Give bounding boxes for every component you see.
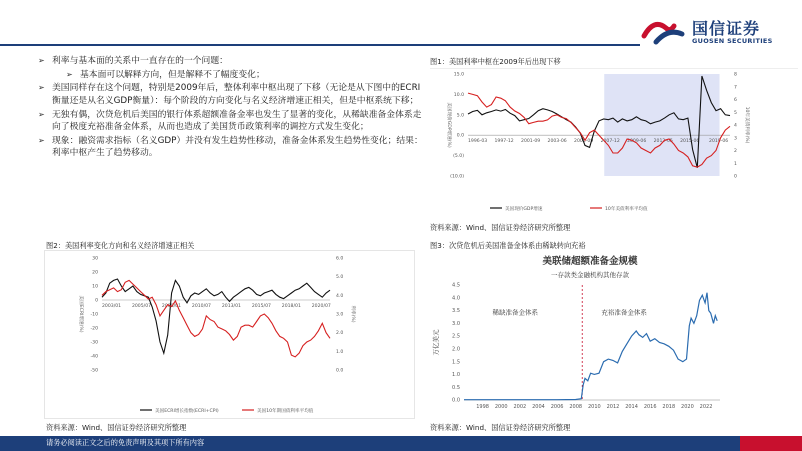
y-left-tick: -40: [90, 354, 98, 360]
y-right-tick: 7: [734, 85, 737, 91]
x-tick: 2005/07: [131, 304, 152, 309]
figure2-chart: [44, 250, 416, 420]
legend-label-ecri: 美国ECRI增长指数(ECRI+CPI): [155, 409, 219, 414]
y-right-tick: 5.0: [336, 275, 344, 281]
x-tick: 2012-05: [653, 139, 673, 145]
bullet-text: 现象：融资需求指标（名义GDP）并没有发生趋势性移动，准备金体系发生趋势性变化；结果：利率中枢产生了趋势移动。: [52, 135, 423, 159]
x-tick: 1998: [476, 404, 489, 410]
x-tick: 2008/01: [161, 304, 182, 309]
y-left-tick: 5.0: [456, 113, 464, 119]
x-tick: 2014: [625, 404, 638, 410]
y-right-tick: 2.0: [336, 331, 344, 337]
y-right-tick: 0.0: [336, 368, 344, 374]
x-tick: 2009-06: [627, 139, 647, 145]
bullet-item: [38, 55, 423, 68]
y-right-label: 利率(%): [350, 305, 355, 323]
figure1-chart: [430, 68, 798, 218]
figure1-source: 资料来源：Wind、国信证券经济研究所整理: [430, 223, 571, 232]
y-tick: 1.0: [452, 372, 460, 379]
y-left-tick: -30: [90, 340, 98, 346]
y-right-tick: 3: [734, 136, 737, 142]
y-axis-label: 万亿美元: [432, 329, 440, 356]
x-tick: 2018/01: [281, 304, 301, 309]
y-right-label: 10年美债利率(%): [744, 106, 749, 144]
x-tick: 2020: [681, 404, 694, 410]
x-tick: 2010/07: [191, 304, 211, 309]
y-tick: 4.0: [452, 295, 460, 302]
x-tick: 2015/07: [251, 304, 271, 309]
bullet-text: 利率与基本面的关系中一直存在的一个问题：: [52, 56, 228, 66]
x-tick: 2016: [643, 404, 657, 410]
x-tick: 2004: [532, 404, 545, 410]
bullet-text: 基本面可以解释方向，但是解释不了幅度变化；: [80, 69, 265, 80]
x-tick: 2012: [606, 404, 620, 410]
y-left-tick: 0.0: [456, 133, 464, 139]
series-line: [102, 279, 330, 353]
y-right-tick: 1.0: [336, 349, 344, 355]
x-tick: 1996-03: [468, 139, 488, 145]
y-left-tick: -10: [90, 312, 98, 318]
figure3-source: 资料来源：Wind、国信证券经济研究所整理: [430, 423, 571, 432]
x-tick: 2008: [569, 404, 583, 410]
footer-accent: [740, 436, 802, 451]
legend-label-gdp: 美国现价GDP增速: [505, 207, 543, 212]
legend-label-rate: 美国10年期国债利率平均值: [257, 409, 314, 414]
y-left-tick: 0: [95, 298, 98, 304]
annotation-ample: 充裕准备金体系: [601, 308, 647, 317]
bullet-marker-icon: ➢: [66, 69, 73, 79]
figure2-source: 资料来源：Wind、国信证券经济研究所整理: [46, 423, 187, 432]
figure1-title: 图1：美国利率中枢在2009年后出现下移: [430, 57, 561, 66]
figure2-title: 图2：美国利率变化方向和名义经济增速正相关: [46, 241, 195, 250]
logo-text: 国信证券: [692, 19, 761, 38]
y-left-tick: -50: [90, 368, 98, 374]
bullet-text: 美国同样存在这个问题，特别是2009年后，整体利率中枢出现了下移（无论是从下图中的ECRI衡量还是从名义GDP衡量）：每个阶段的方向变化与名义经济增速正相关，但是中枢系统下移；: [52, 83, 421, 106]
bullet-marker-icon: ➢: [38, 109, 45, 119]
shaded-period: [604, 74, 719, 176]
y-tick: 1.5: [452, 359, 460, 366]
header: [0, 0, 802, 48]
y-right-tick: 1: [734, 161, 737, 167]
bullet-marker-icon: ➢: [38, 135, 45, 145]
bullet-list: [38, 55, 423, 161]
bullet-marker-icon: ➢: [38, 56, 45, 65]
footer: [0, 436, 802, 451]
x-tick: 2006: [550, 404, 564, 410]
x-tick: 2002: [513, 404, 527, 410]
logo-mark-icon: [640, 14, 690, 48]
y-right-tick: 0: [734, 174, 737, 180]
y-left-tick: 15.0: [453, 72, 464, 78]
x-tick: 2003/01: [102, 304, 122, 309]
x-tick: 2000: [494, 404, 508, 410]
y-left-tick: 10.0: [453, 92, 464, 98]
bullet-text: 无独有偶，次贷危机后美国的银行体系超额准备金率也发生了显著的变化，从稀缺准备金体系走向了极度充裕准备金体系，从而也造成了美国货币政策利率的调控方式发生变化；: [52, 109, 422, 133]
series-line: [102, 280, 330, 357]
figure3-chart-subtitle: 一存款类金融机构其他存款: [551, 271, 629, 279]
bullet-marker-icon: ➢: [38, 83, 45, 93]
y-tick: 3.0: [452, 320, 460, 327]
y-tick: 3.5: [452, 308, 460, 315]
y-tick: 0.5: [452, 384, 460, 391]
y-right-tick: 4.0: [336, 293, 344, 299]
y-left-label: 美国现价GDP增速(%): [446, 102, 451, 148]
x-tick: 2020/07: [311, 304, 331, 309]
x-tick: 2013/01: [221, 304, 241, 309]
y-tick: 0.0: [452, 397, 460, 404]
footer-disclaimer: 请务必阅读正文之后的免责声明及其项下所有内容: [46, 438, 205, 447]
y-right-tick: 2: [734, 149, 737, 154]
logo-subtext: GUOSEN SECURITIES: [692, 37, 773, 45]
x-tick: 2015-06: [680, 139, 700, 145]
x-tick: 2001-09: [521, 139, 541, 145]
annotation-scarce: 稀缺准备金体系: [492, 308, 538, 317]
header-divider: [0, 44, 640, 46]
y-right-tick: 8: [734, 72, 737, 78]
y-left-tick: (5.0): [453, 154, 464, 160]
x-tick: 2010: [587, 404, 601, 410]
y-tick: 2.0: [452, 346, 460, 353]
company-logo: [640, 14, 800, 50]
y-right-tick: 3.0: [336, 312, 344, 318]
bullet-item: [38, 109, 423, 134]
y-left-tick: 10: [92, 284, 98, 290]
y-tick: 4.5: [452, 282, 460, 289]
y-left-tick: -20: [90, 326, 98, 332]
y-right-tick: 5: [734, 110, 737, 116]
x-tick: 2018: [662, 404, 676, 410]
x-tick: 2022: [699, 404, 713, 410]
y-left-tick: (10.0): [450, 174, 464, 180]
y-tick: 2.5: [452, 333, 460, 340]
bullet-item: [38, 135, 423, 160]
y-left-tick: 20: [92, 270, 98, 276]
y-right-tick: 6.0: [336, 256, 344, 262]
x-tick: 2019-06: [709, 139, 729, 145]
y-right-tick: 6: [734, 98, 737, 103]
x-tick: 2003-06: [547, 139, 567, 145]
y-left-label: 美国ECRI增速(%): [78, 295, 83, 333]
y-right-tick: 4: [734, 123, 737, 129]
x-tick: 2005-09: [574, 139, 594, 145]
bullet-item: [38, 82, 423, 107]
legend-label-rate: 10年美债利率平均值: [605, 207, 648, 212]
figure3-chart: [430, 250, 730, 420]
x-tick: 2007-12: [600, 139, 620, 145]
bullet-subitem: [38, 69, 423, 82]
y-left-tick: 30: [92, 256, 98, 262]
figure3-title: 图3：次贷危机后美国准备金体系由稀缺转向充裕: [430, 241, 586, 250]
figure3-chart-title: 美联储超额准备金规模: [542, 256, 638, 267]
x-tick: 1997-12: [494, 139, 514, 145]
